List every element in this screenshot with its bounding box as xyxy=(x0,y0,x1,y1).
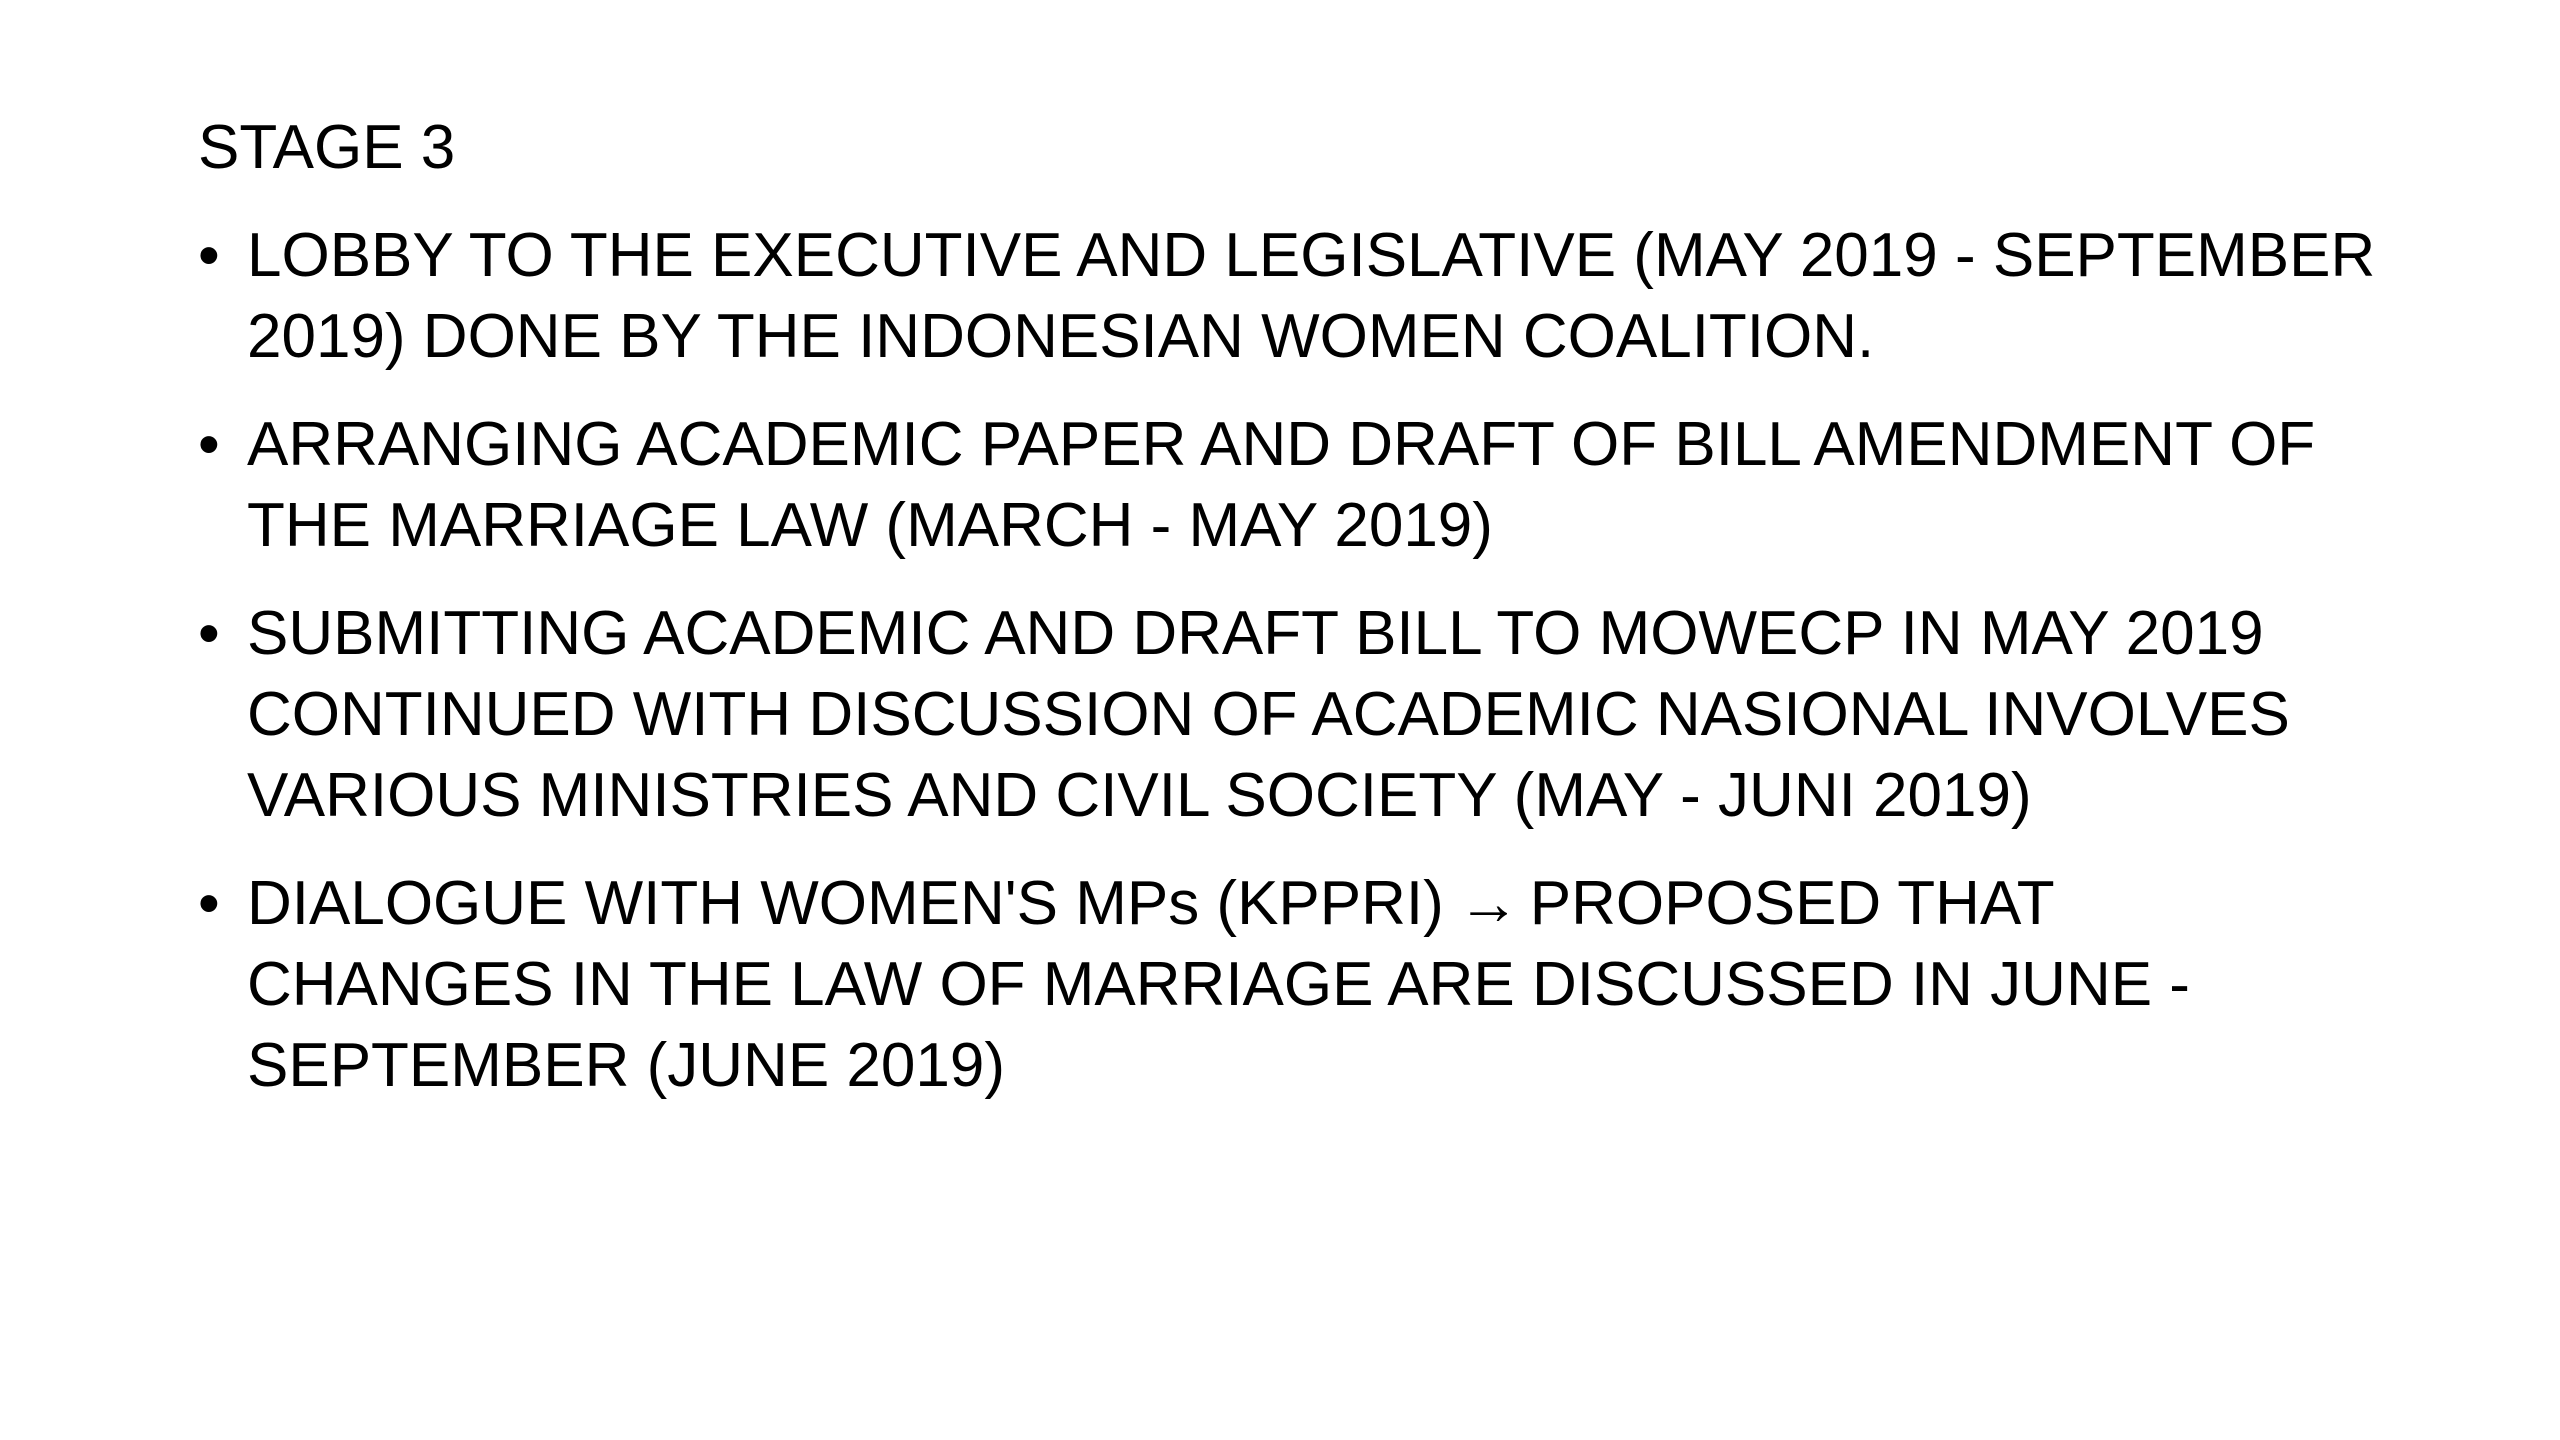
bullet-icon: • xyxy=(198,599,220,668)
bullet-text-line: VARIOUS MINISTRIES AND CIVIL SOCIETY (MAY - JUNI 2019) xyxy=(247,761,2032,830)
bullet-icon: • xyxy=(198,410,220,479)
bullet-icon: • xyxy=(198,869,220,938)
bullet-text-line: CONTINUED WITH DISCUSSION OF ACADEMIC NASIONAL INVOLVES xyxy=(247,680,2290,749)
bullet-item-dialogue xyxy=(198,863,2428,1106)
bullet-text-line xyxy=(247,863,2428,944)
bullet-list xyxy=(198,215,2428,1133)
bullet-text-line: 2019) DONE BY THE INDONESIAN WOMEN COALITION. xyxy=(247,302,1875,371)
bullet-icon: • xyxy=(198,221,220,290)
bullet-text-line: SEPTEMBER (JUNE 2019) xyxy=(247,1031,1005,1100)
bullet-text-line: ARRANGING ACADEMIC PAPER AND DRAFT OF BILL AMENDMENT OF xyxy=(247,410,2316,479)
bullet-text-line: LOBBY TO THE EXECUTIVE AND LEGISLATIVE (MAY 2019 - SEPTEMBER xyxy=(247,221,2376,290)
bullet-text-line: CHANGES IN THE LAW OF MARRIAGE ARE DISCUSSED IN JUNE - xyxy=(247,950,2190,1019)
slide-title: STAGE 3 xyxy=(198,113,456,182)
bullet-text-line: THE MARRIAGE LAW (MARCH - MAY 2019) xyxy=(247,491,1493,560)
bullet-item-academic-paper xyxy=(198,404,2428,566)
bullet-item-submitting xyxy=(198,593,2428,836)
bullet-text-segment: PROPOSED THAT xyxy=(1529,869,2055,938)
bullet-text-segment: DIALOGUE WITH WOMEN'S MPs (KPPRI) xyxy=(247,869,1444,938)
bullet-item-lobby xyxy=(198,215,2428,377)
bullet-text-line: SUBMITTING ACADEMIC AND DRAFT BILL TO MOWECP IN MAY 2019 xyxy=(247,599,2264,668)
arrow-right-icon: → xyxy=(1457,869,1520,938)
